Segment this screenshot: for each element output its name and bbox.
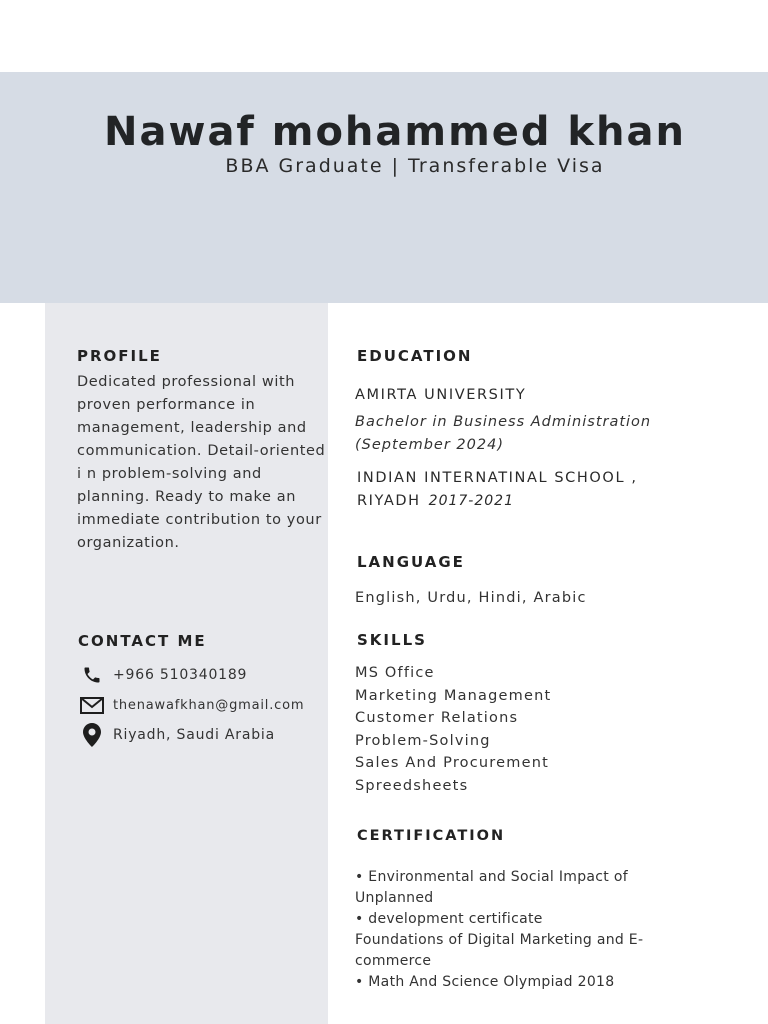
contact-email-row <box>80 694 304 716</box>
skill-item: Sales And Procurement <box>355 755 549 772</box>
education-school-2-line2 <box>357 493 514 509</box>
header-band <box>0 72 768 303</box>
contact-phone-row <box>80 664 247 686</box>
education-heading: EDUCATION <box>357 347 473 365</box>
skill-item: Problem-Solving <box>355 732 491 749</box>
contact-location: Riyadh, Saudi Arabia <box>113 727 275 743</box>
education-degree-1: Bachelor in Business Administration (September 2024) <box>355 414 652 453</box>
candidate-subtitle: BBA Graduate | Transferable Visa <box>225 155 605 177</box>
candidate-name: Nawaf mohammed khan <box>104 109 686 155</box>
education-years-2: 2017-2021 <box>428 493 514 509</box>
profile-heading: PROFILE <box>77 347 162 365</box>
contact-heading: CONTACT ME <box>78 632 207 650</box>
phone-icon <box>80 664 104 686</box>
education-school-2-line1: INDIAN INTERNATINAL SCHOOL , <box>357 470 638 486</box>
certification-item: Foundations of Digital Marketing and E-commerce <box>355 932 644 969</box>
certification-item: • Math And Science Olympiad 2018 <box>355 974 615 990</box>
contact-location-row <box>80 724 275 746</box>
envelope-icon <box>80 694 104 716</box>
skills-heading: SKILLS <box>357 631 427 649</box>
language-heading: LANGUAGE <box>357 553 465 571</box>
skill-item: MS Office <box>355 665 435 681</box>
education-school-2-city: RIYADH <box>357 493 421 509</box>
education-school-1: AMIRTA UNIVERSITY <box>355 387 527 403</box>
skills-list <box>355 662 551 798</box>
contact-phone[interactable]: +966 510340189 <box>113 667 248 683</box>
contact-email[interactable]: thenawafkhan@gmail.com <box>113 697 305 713</box>
language-text: English, Urdu, Hindi, Arabic <box>355 590 587 606</box>
skill-item: Marketing Management <box>355 687 552 704</box>
certification-list <box>355 867 685 993</box>
map-pin-icon <box>80 724 104 746</box>
certification-heading: CERTIFICATION <box>357 828 506 844</box>
skill-item: Customer Relations <box>355 710 519 727</box>
certification-item: • Environmental and Social Impact of Unplanned <box>355 869 628 906</box>
certification-item: • development certificate <box>355 911 543 927</box>
profile-text: Dedicated professional with proven performance in management, leadership and communication. Detail-oriented i n problem-solving and planning. Ready to make an immediate contribution to your organization. <box>77 374 326 551</box>
skill-item: Spreedsheets <box>355 777 469 794</box>
